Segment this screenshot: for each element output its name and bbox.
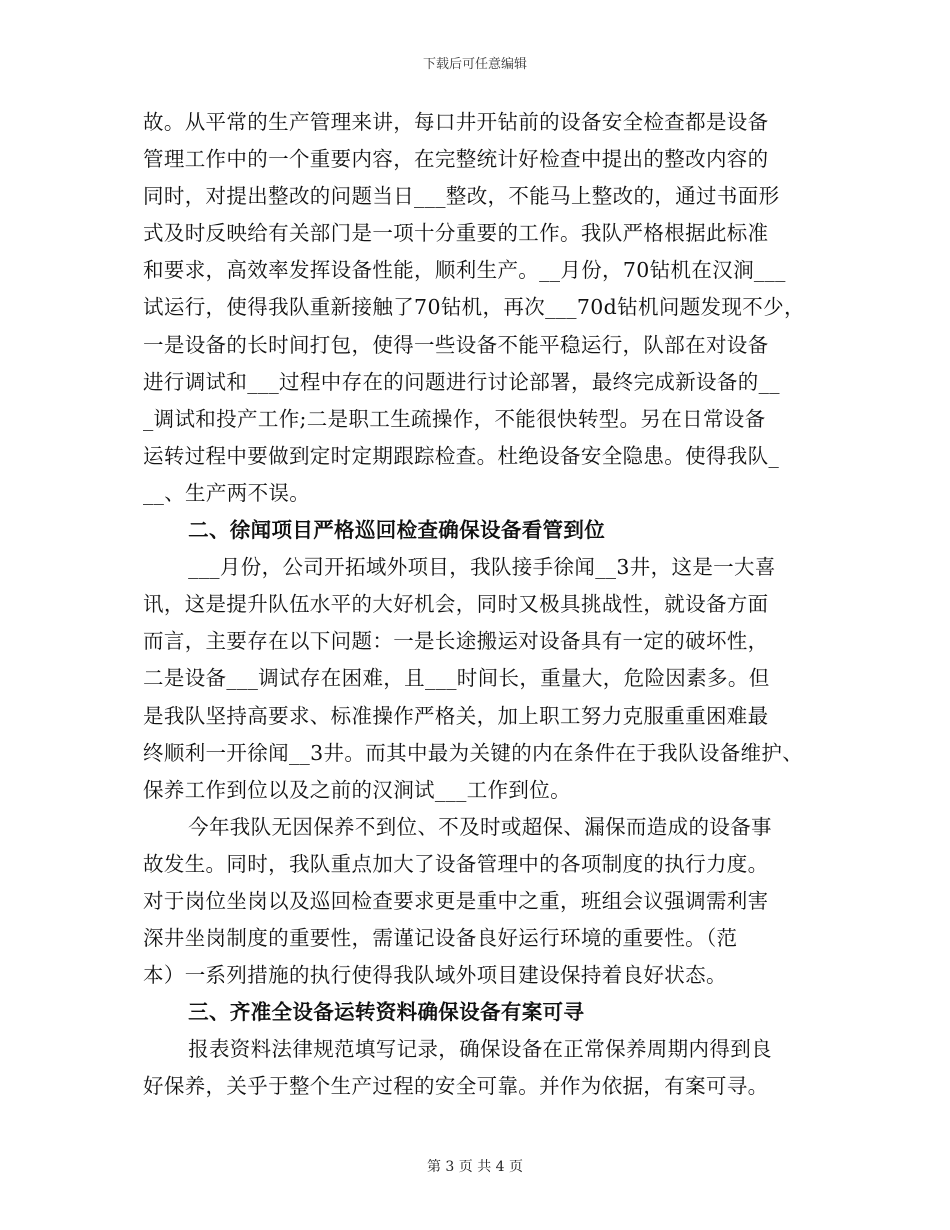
text-line: 式及时反映给有关部门是一项十分重要的工作。我队严格根据此标准 — [143, 221, 769, 246]
text-line: ___月份，公司开拓域外项目，我队接手徐闻__3井，这是一大喜 — [188, 555, 776, 580]
text-line: 保养工作到位以及之前的汉涧试___工作到位。 — [143, 777, 571, 802]
text-line: 深井坐岗制度的重要性，需谨记设备良好运行环境的重要性。（范 — [143, 926, 738, 951]
text-line: 管理工作中的一个重要内容，在完整统计好检查中提出的整改内容的 — [143, 147, 769, 172]
text-line: 好保养，关乎于整个生产过程的安全可靠。并作为依据，有案可寻。 — [143, 1074, 769, 1099]
text-line: 同时，对提出整改的问题当日___整改，不能马上整改的，通过书面形 — [143, 184, 780, 209]
text-line: 运转过程中要做到定时定期跟踪检查。杜绝设备安全隐患。使得我队_ — [143, 443, 780, 468]
page-header: 下载后可任意编辑 — [422, 57, 527, 72]
document-body — [143, 104, 823, 1106]
text-line: 故发生。同时，我队重点加大了设备管理中的各项制度的执行力度。 — [143, 851, 769, 876]
section-heading: 三、齐准全设备运转资料确保设备有案可寻 — [188, 1000, 585, 1025]
text-line: 讯，这是提升队伍水平的大好机会，同时又极具挑战性，就设备方面 — [143, 592, 769, 617]
text-line: 终顺利一开徐闻__3井。而其中最为关键的内在条件在于我队设备维护、 — [143, 740, 804, 765]
text-line: 而言，主要存在以下问题：一是长途搬运对设备具有一定的破坏性， — [143, 629, 769, 654]
text-line: 一是设备的长时间打包，使得一些设备不能平稳运行，队部在对设备 — [143, 332, 769, 357]
text-line: 今年我队无因保养不到位、不及时或超保、漏保而造成的设备事 — [188, 814, 772, 839]
page-footer: 第 3 页 共 4 页 — [426, 1159, 524, 1175]
text-line: 报表资料法律规范填写记录，确保设备在正常保养周期内得到良 — [188, 1037, 772, 1062]
text-line: 和要求，高效率发挥设备性能，顺利生产。__月份，70钻机在汉涧___ — [143, 258, 786, 283]
text-line: 试运行，使得我队重新接触了70钻机，再次___70d钻机问题发现不少， — [143, 295, 805, 320]
text-line: _调试和投产工作;二是职工生疏操作，不能很快转型。另在日常设备 — [143, 406, 766, 431]
text-line: 对于岗位坐岗以及巡回检查要求更是重中之重，班组会议强调需利害 — [143, 888, 769, 913]
text-line: 故。从平常的生产管理来讲，每口井开钻前的设备安全检查都是设备 — [143, 110, 769, 134]
text-line: 是我队坚持高要求、标准操作严格关，加上职工努力克服重重困难最 — [143, 703, 769, 728]
text-line: __、生产两不误。 — [143, 480, 311, 505]
section-heading: 二、徐闻项目严格巡回检查确保设备看管到位 — [188, 518, 606, 543]
text-line: 本）一系列措施的执行使得我队域外项目建设保持着良好状态。 — [143, 963, 727, 988]
text-line: 二是设备___调试存在困难，且___时间长，重量大，危险因素多。但 — [143, 666, 770, 691]
text-line: 进行调试和___过程中存在的问题进行讨论部署，最终完成新设备的__ — [143, 369, 780, 394]
